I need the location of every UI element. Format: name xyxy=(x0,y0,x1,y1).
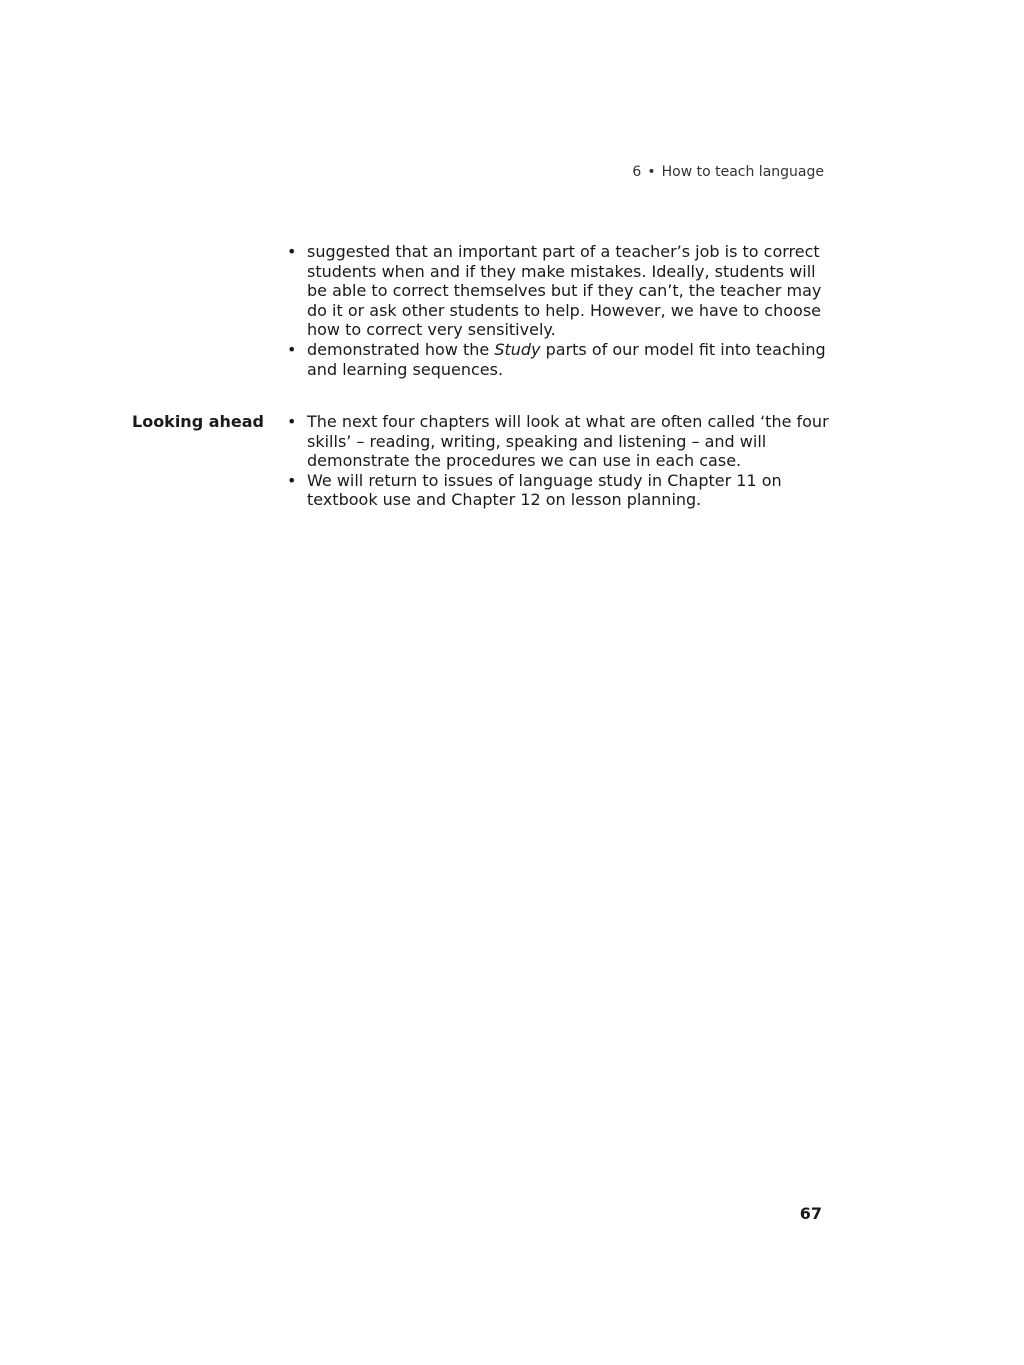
page-number: 67 xyxy=(799,1204,822,1223)
looking-ahead-heading: Looking ahead xyxy=(132,412,265,431)
list-item-text: We will return to issues of language study in Chapter 11 on textbook use and Chapter 12 on lesson planning. xyxy=(307,470,782,510)
bullet-icon: • xyxy=(287,339,297,359)
list-item-text-end: parts of our model fit into teaching and learning sequences. xyxy=(307,339,826,379)
list-item xyxy=(285,471,830,510)
list-item xyxy=(285,340,830,379)
summary-list xyxy=(285,242,830,379)
list-item xyxy=(285,242,830,340)
bullet-icon: • xyxy=(287,242,297,261)
running-head xyxy=(560,164,824,180)
list-item-text: suggested that an important part of a teacher’s job is to correct students when and if they make mistakes. Ideally, students will be able to correct themselves but if they can’t, the teacher may do it or ask other students to help. However, we have to choose how to correct very sensitively. xyxy=(307,242,822,340)
chapter-title: How to teach language xyxy=(661,164,824,180)
bullet-icon: • xyxy=(287,412,297,431)
chapter-number: 6 xyxy=(632,164,642,180)
looking-ahead-list xyxy=(285,412,830,510)
bullet-icon: • xyxy=(287,470,297,490)
list-item xyxy=(285,412,830,471)
list-item-text: The next four chapters will look at what are often called ‘the four skills’ – reading, writing, speaking and listening – and will demonstrate the procedures we can use in each case. xyxy=(307,412,829,471)
list-item-text-italic: Study xyxy=(494,339,541,359)
list-item-text-start: demonstrated how the xyxy=(307,339,495,359)
running-head-separator: • xyxy=(647,164,656,180)
